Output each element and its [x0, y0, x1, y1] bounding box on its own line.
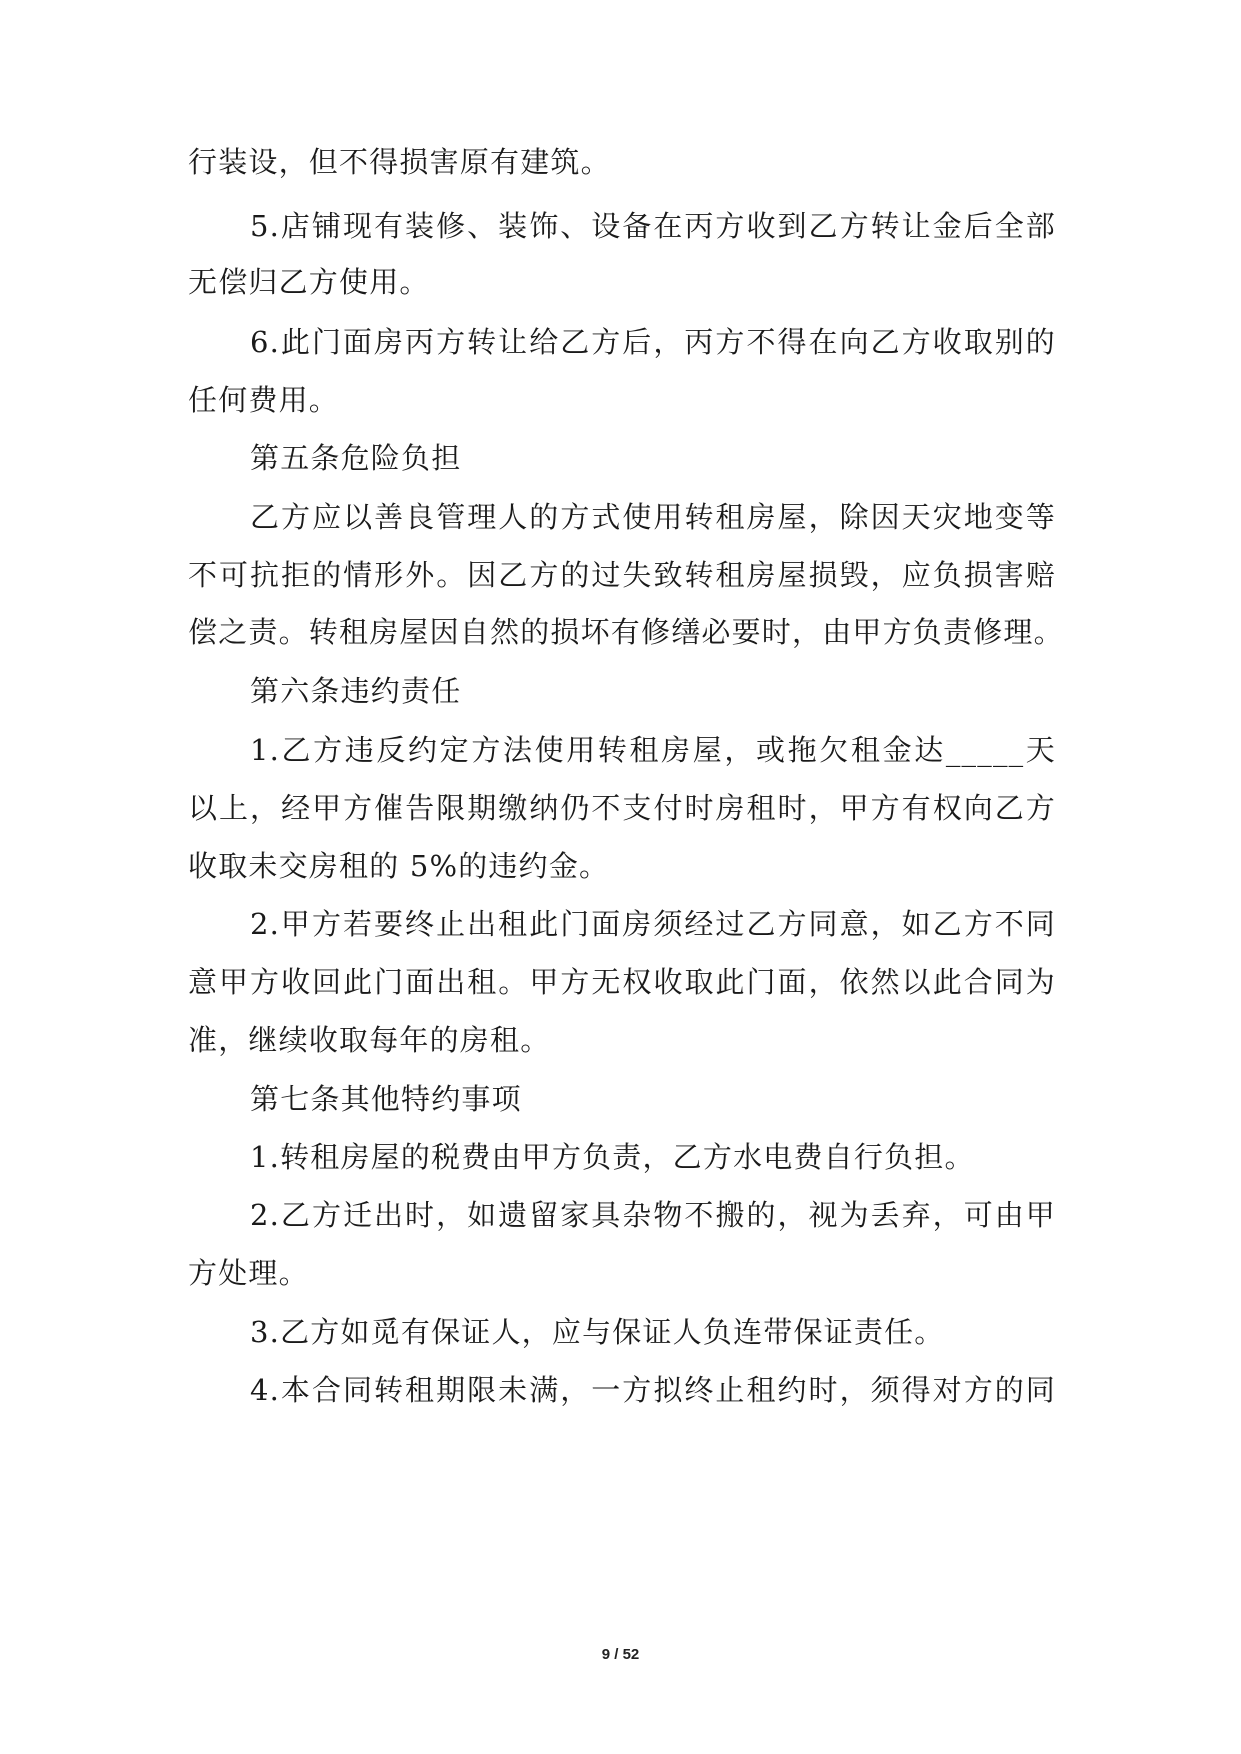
list-item-line: 5.店铺现有装修、装饰、设备在丙方收到乙方转让金后全部	[250, 209, 1056, 243]
list-item-line: 2.甲方若要终止出租此门面房须经过乙方同意，如乙方不同	[250, 907, 1056, 941]
paragraph-line: 意甲方收回此门面出租。甲方无权收取此门面，依然以此合同为	[188, 965, 1056, 999]
text-line: 方处理。	[188, 1256, 309, 1290]
list-item-line: 6.此门面房丙方转让给乙方后，丙方不得在向乙方收取别的	[250, 325, 1056, 359]
section-heading: 第五条危险负担	[250, 441, 462, 475]
text-line: 行装设，但不得损害原有建筑。	[188, 145, 611, 179]
paragraph-line: 以上，经甲方催告限期缴纳仍不支付时房租时，甲方有权向乙方	[188, 791, 1056, 825]
section-heading: 第七条其他特约事项	[250, 1082, 522, 1116]
text-line: 收取未交房租的 5%的违约金。	[188, 849, 610, 883]
page-number: 9 / 52	[601, 1646, 640, 1663]
paragraph-line: 偿之责。转租房屋因自然的损坏有修缮必要时，由甲方负责修理。	[188, 615, 1064, 649]
list-item-line: 1.转租房屋的税费由甲方负责，乙方水电费自行负担。	[250, 1140, 975, 1174]
text-line: 准，继续收取每年的房租。	[188, 1023, 551, 1057]
section-heading: 第六条违约责任	[250, 674, 462, 708]
paragraph-line: 不可抗拒的情形外。因乙方的过失致转租房屋损毁，应负损害赔	[188, 558, 1056, 592]
list-item-line: 4.本合同转租期限未满，一方拟终止租约时，须得对方的同	[250, 1373, 1056, 1407]
list-item-line: 2.乙方迁出时，如遗留家具杂物不搬的，视为丢弃，可由甲	[250, 1198, 1056, 1232]
text-line: 无偿归乙方使用。	[188, 265, 430, 299]
paragraph-line: 乙方应以善良管理人的方式使用转租房屋，除因天灾地变等	[250, 500, 1056, 534]
list-item-line: 3.乙方如觅有保证人，应与保证人负连带保证责任。	[250, 1315, 945, 1349]
text-line: 任何费用。	[188, 383, 340, 417]
list-item-line: 1.乙方违反约定方法使用转租房屋，或拖欠租金达_____天	[250, 733, 1056, 767]
